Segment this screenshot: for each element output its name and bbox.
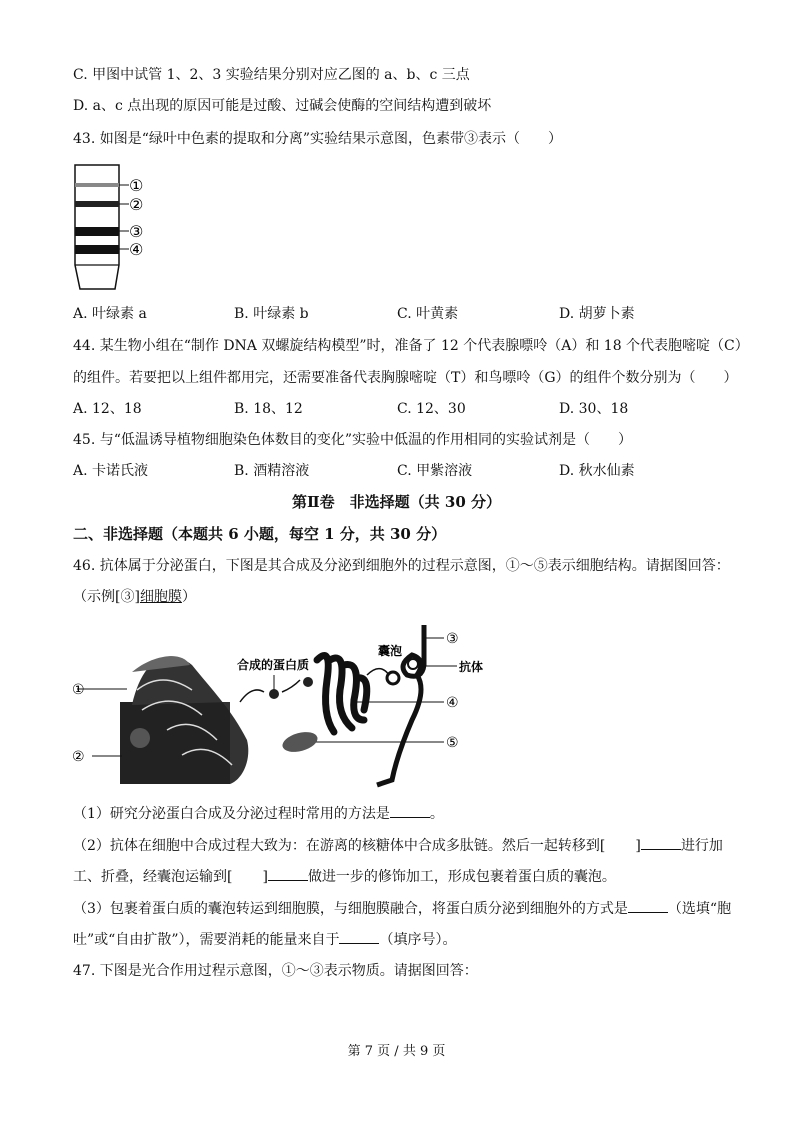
q46-sub2-text3: 工、折叠，经囊泡运输到[	[73, 869, 233, 885]
answer-blank[interactable]	[641, 837, 681, 850]
chromatography-figure	[72, 163, 162, 293]
q46-sub3-text4: （填序号）。	[379, 932, 457, 948]
page-footer: 第 7 页 / 共 9 页	[347, 1044, 446, 1059]
q45-stem: 45. 与“低温诱导植物细胞染色体数目的变化”实验中低温的作用相同的实验试剂是（ ）	[73, 432, 633, 448]
q44-option-c: C. 12、30	[397, 401, 466, 417]
q46-sub3-text2: （选填“胞	[667, 901, 732, 917]
q43-option-a: A. 叶绿素 a	[73, 306, 147, 322]
q46-stem: 46. 抗体属于分泌蛋白，下图是其合成及分泌到细胞外的过程示意图，①～⑤表示细胞结构。请据图回答：	[73, 558, 730, 574]
q43-option-c: C. 叶黄素	[397, 306, 459, 322]
bracket-close: ]	[262, 869, 268, 885]
q46-sub1-end: 。	[429, 806, 444, 822]
example-suffix: ）	[181, 589, 196, 605]
q45-option-b: B. 酒精溶液	[234, 463, 310, 479]
q45-option-d: D. 秋水仙素	[559, 463, 635, 479]
q44-option-d: D. 30、18	[559, 401, 629, 417]
q43-option-b: B. 叶绿素 b	[234, 306, 309, 322]
label-1: ①	[72, 682, 85, 698]
answer-blank[interactable]	[268, 868, 308, 881]
antibody-label: 抗体	[459, 660, 484, 674]
q44-option-b: B. 18、12	[234, 401, 303, 417]
label-5: ⑤	[446, 735, 459, 751]
secretion-process-figure	[72, 620, 484, 795]
q44-stem-line2: 的组件。若要把以上组件都用完，还需要准备代表胸腺嘧啶（T）和鸟嘌呤（G）的组件个数分别为（ ）	[73, 370, 738, 386]
q46-sub2-text2: 进行加	[680, 838, 723, 854]
example-answer: 细胞膜	[139, 589, 182, 605]
label-2: ②	[72, 749, 85, 765]
q45-option-c: C. 甲紫溶液	[397, 463, 473, 479]
answer-blank[interactable]	[339, 931, 379, 944]
label-4: ④	[446, 695, 459, 711]
band-label-3: ③	[129, 222, 144, 241]
band-label-2: ②	[129, 195, 144, 214]
q42-option-d: D. a、c 点出现的原因可能是过酸、过碱会使酶的空间结构遭到破坏	[73, 98, 492, 114]
q46-sub3-line2	[73, 931, 456, 949]
q46-sub3-line1	[73, 900, 731, 918]
answer-blank[interactable]	[390, 805, 430, 818]
band-label-1: ①	[129, 176, 144, 195]
q44-option-a: A. 12、18	[73, 401, 142, 417]
part-title: 二、非选择题（本题共 6 小题，每空 1 分，共 30 分）	[73, 525, 447, 543]
q46-sub2-line2	[73, 868, 616, 886]
q46-sub2-line1	[73, 837, 723, 855]
q42-option-c: C. 甲图中试管 1、2、3 实验结果分别对应乙图的 a、b、c 三点	[73, 67, 470, 83]
vesicle-label: 囊泡	[378, 644, 403, 658]
protein-label: 合成的蛋白质	[237, 658, 310, 672]
q46-sub1-text: （1）研究分泌蛋白合成及分泌过程时常用的方法是	[73, 806, 390, 822]
example-prefix: （示例[③]	[73, 589, 140, 605]
band-label-4: ④	[129, 240, 144, 259]
q46-sub3-text: （3）包裹着蛋白质的囊泡转运到细胞膜，与细胞膜融合，将蛋白质分泌到细胞外的方式是	[73, 901, 628, 917]
q46-sub2-text4: 做进一步的修饰加工，形成包裹着蛋白质的囊泡。	[307, 869, 616, 885]
q43-option-d: D. 胡萝卜素	[559, 306, 635, 322]
q44-stem-line1: 44. 某生物小组在“制作 DNA 双螺旋结构模型”时，准备了 12 个代表腺嘌呤（A）和 18 个代表胞嘧啶（C）	[73, 338, 749, 354]
bracket-close: ]	[635, 838, 641, 854]
q45-option-a: A. 卡诺氏液	[73, 463, 149, 479]
label-3: ③	[446, 631, 459, 647]
q43-stem: 43. 如图是“绿叶中色素的提取和分离”实验结果示意图，色素带③表示（ ）	[73, 131, 563, 147]
q46-sub1	[73, 805, 444, 823]
q46-sub2-text: （2）抗体在细胞中合成过程大致为：在游离的核糖体中合成多肽链。然后一起转移到[	[73, 838, 606, 854]
section-title: 第Ⅱ卷 非选择题（共 30 分）	[292, 493, 501, 511]
q46-example	[73, 588, 196, 606]
q46-sub3-text3: 吐”或“自由扩散”），需要消耗的能量来自于	[73, 932, 340, 948]
answer-blank[interactable]	[628, 900, 668, 913]
q47-stem: 47. 下图是光合作用过程示意图，①～③表示物质。请据图回答：	[73, 963, 478, 979]
